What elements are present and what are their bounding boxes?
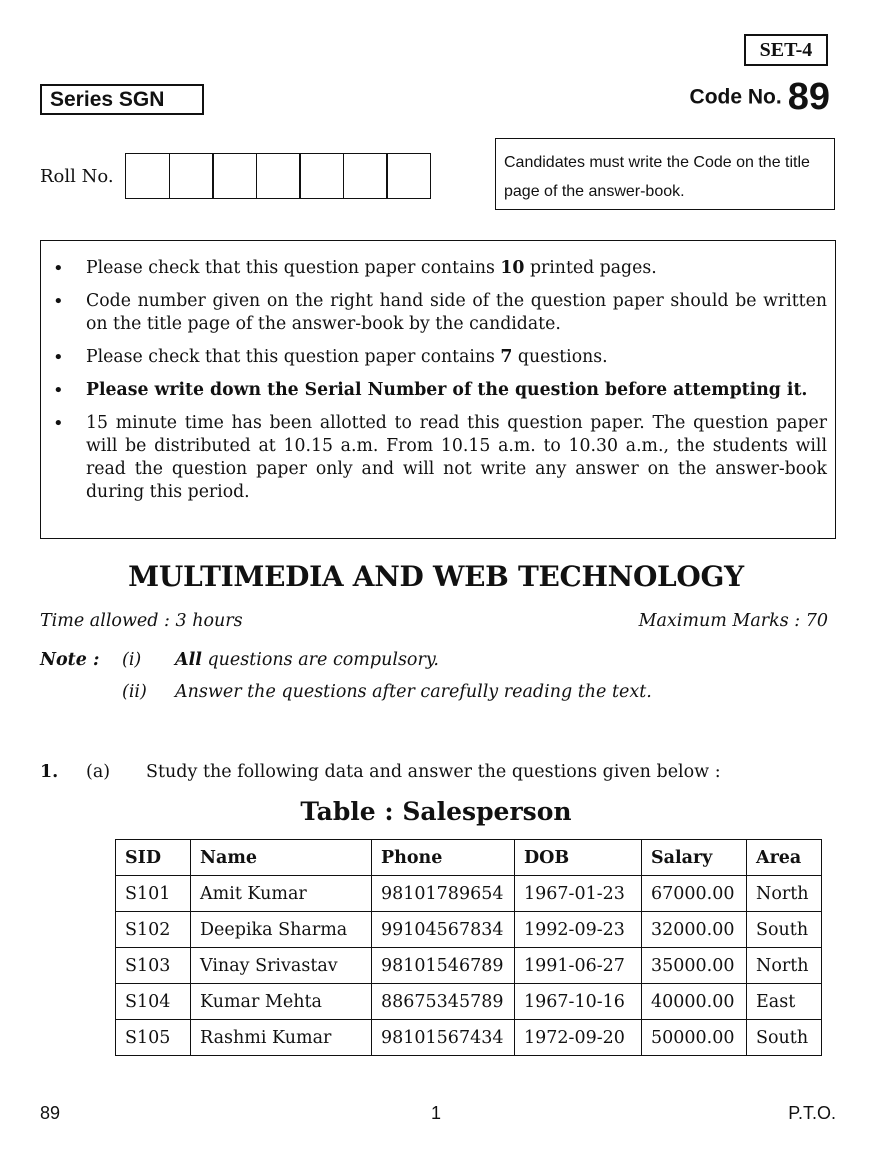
instruction-text: Code number given on the right hand side of the question paper should be written on the title page of the answer-book by the candidate. — [86, 291, 827, 334]
bullet-icon: • — [53, 291, 64, 312]
please-turn-over: P.T.O. — [788, 1103, 836, 1123]
bullet-icon: • — [53, 347, 64, 368]
table-cell: 98101789654 — [372, 876, 515, 912]
table-cell: 99104567834 — [372, 912, 515, 948]
roll-number-cell[interactable] — [343, 153, 388, 199]
table-cell: S101 — [116, 876, 191, 912]
code-number-block — [620, 76, 830, 119]
instruction-item — [51, 379, 827, 402]
table-cell: 88675345789 — [372, 984, 515, 1020]
roll-number-label: Roll No. — [40, 166, 114, 187]
table-cell: 35000.00 — [642, 948, 747, 984]
page-number: 1 — [430, 1103, 441, 1123]
table-cell: 50000.00 — [642, 1020, 747, 1056]
table-cell: South — [747, 1020, 822, 1056]
roll-number-cell[interactable] — [299, 153, 344, 199]
table-cell: 1967-01-23 — [515, 876, 642, 912]
maximum-marks: Maximum Marks : 70 — [638, 611, 828, 631]
table-cell: 1972-09-20 — [515, 1020, 642, 1056]
table-row — [116, 912, 822, 948]
instruction-text: Please write down the Serial Number of the question before attempting it. — [86, 380, 808, 400]
bullet-icon: • — [53, 413, 64, 434]
table-row — [116, 984, 822, 1020]
column-header: Area — [747, 840, 822, 876]
instruction-text: Please check that this question paper contains 7 questions. — [86, 347, 608, 367]
table-cell: S105 — [116, 1020, 191, 1056]
table-cell: S104 — [116, 984, 191, 1020]
instruction-item — [51, 257, 827, 280]
column-header: Salary — [642, 840, 747, 876]
table-cell: 1992-09-23 — [515, 912, 642, 948]
column-header: DOB — [515, 840, 642, 876]
roll-number-cell[interactable] — [125, 153, 170, 199]
table-cell: S102 — [116, 912, 191, 948]
table-row — [116, 876, 822, 912]
question-text: Study the following data and answer the questions given below : — [146, 762, 721, 782]
table-cell: 1991-06-27 — [515, 948, 642, 984]
table-cell: 1967-10-16 — [515, 984, 642, 1020]
candidate-note: Candidates must write the Code on the title page of the answer-book. — [495, 138, 835, 210]
bullet-icon: • — [53, 258, 64, 279]
table-cell: North — [747, 948, 822, 984]
roll-number-boxes — [125, 153, 431, 199]
table-header-row — [116, 840, 822, 876]
column-header: SID — [116, 840, 191, 876]
set-label: SET-4 — [744, 34, 828, 66]
instruction-item — [51, 290, 827, 336]
roll-number-cell[interactable] — [169, 153, 214, 199]
series-label: Series SGN — [40, 84, 204, 115]
table-cell: 32000.00 — [642, 912, 747, 948]
table-cell: South — [747, 912, 822, 948]
table-cell: Rashmi Kumar — [191, 1020, 372, 1056]
question-number: 1. — [40, 762, 59, 782]
code-label: Code No. — [689, 85, 782, 109]
table-cell: 67000.00 — [642, 876, 747, 912]
instruction-text: 15 minute time has been allotted to read this question paper. The question paper will be distributed at 10.15 a.m. From 10.15 a.m. to 10.30 a.m., the students will read the question paper only and will not write any answer on the answer-book during this period. — [86, 413, 827, 502]
table-cell: Vinay Srivastav — [191, 948, 372, 984]
table-row — [116, 948, 822, 984]
paper-title: MULTIMEDIA AND WEB TECHNOLOGY — [128, 560, 744, 593]
roll-number-cell[interactable] — [386, 153, 431, 199]
table-cell: S103 — [116, 948, 191, 984]
question-part: (a) — [86, 762, 111, 782]
table-cell: Kumar Mehta — [191, 984, 372, 1020]
table-title: Table : Salesperson — [300, 797, 572, 826]
instruction-item — [51, 346, 827, 369]
note-label: Note : — [40, 650, 100, 670]
table-row — [116, 1020, 822, 1056]
table-cell: 40000.00 — [642, 984, 747, 1020]
table-cell: 98101546789 — [372, 948, 515, 984]
table-cell: Amit Kumar — [191, 876, 372, 912]
table-cell: North — [747, 876, 822, 912]
table-cell: East — [747, 984, 822, 1020]
table-cell: 98101567434 — [372, 1020, 515, 1056]
time-allowed: Time allowed : 3 hours — [40, 611, 243, 631]
roll-number-cell[interactable] — [256, 153, 301, 199]
column-header: Phone — [372, 840, 515, 876]
column-header: Name — [191, 840, 372, 876]
salesperson-table — [115, 839, 822, 1056]
table-cell: Deepika Sharma — [191, 912, 372, 948]
instruction-item — [51, 412, 827, 504]
instructions-box — [40, 240, 836, 539]
note-item-text: All questions are compulsory. — [175, 650, 439, 670]
note-item-number: (ii) — [122, 682, 147, 702]
footer-code: 89 — [40, 1103, 61, 1123]
note-item-text: Answer the questions after carefully reading the text. — [175, 682, 652, 702]
bullet-icon: • — [53, 380, 64, 401]
instruction-text: Please check that this question paper contains 10 printed pages. — [86, 258, 657, 278]
roll-number-cell[interactable] — [212, 153, 257, 199]
note-item-number: (i) — [122, 650, 142, 670]
code-number: 89 — [787, 76, 830, 118]
